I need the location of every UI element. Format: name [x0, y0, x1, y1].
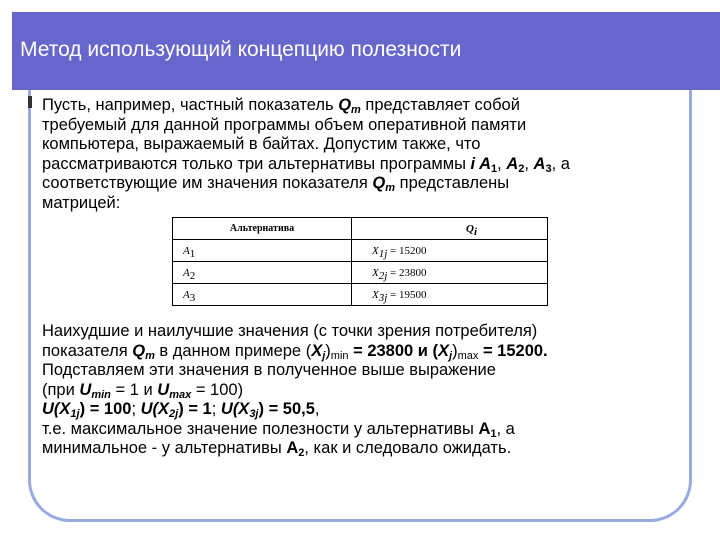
intro-line-1: Пусть, например, частный показатель $Q_m$ представляет собой	[42, 96, 520, 116]
row-value: $X_{2j} = 23800$	[352, 262, 548, 284]
table-row	[173, 262, 548, 284]
intro-line-4: рассматриваются только три альтернативы программы i $A_1$, $A_2$, $A_3$, а	[42, 154, 570, 175]
row-alt: $A_3$	[173, 284, 352, 306]
intro-line-2: требуемый для данной программы объем оперативной памяти	[42, 115, 527, 134]
results-line-4: (при $U_{min} = 1$ и $U_{max} = 100$)	[42, 380, 244, 401]
bullet-marker	[28, 96, 32, 108]
row-alt: $A_1$	[173, 240, 352, 262]
intro-line-5: соответствующие им значения показателя $Q_m$ представлены	[42, 174, 510, 194]
results-line-2: показателя $Q_m$ в данном примере $(X_j)_{min} = 23800$ и $(X_j)_{max} = 15200$.	[42, 341, 548, 362]
intro-line-3: компьютера, выражаемый в байтах. Допустим также, что	[42, 135, 481, 153]
row-value: $X_{1j} = 15200$	[352, 240, 548, 262]
alternatives-table	[172, 217, 548, 306]
intro-line-6: матрицей:	[42, 193, 121, 212]
header-alternative: Альтернатива	[173, 218, 352, 240]
results-line-3: Подставляем эти значения в полученное выше выражение	[42, 361, 496, 379]
header-q: $Q_i$	[352, 218, 548, 240]
row-alt: $A_2$	[173, 262, 352, 284]
intro-paragraph	[42, 96, 570, 213]
results-line-6: т.е. максимальное значение полезности у альтернативы $A_1$, а	[42, 419, 515, 440]
results-line-5: $U(X_{1j}) = 100$; $U(X_{2j}) = 1$; $U(X_{3j}) = 50,5$,	[42, 400, 320, 420]
results-paragraph	[42, 322, 548, 459]
results-line-1: Наихудшие и наилучшие значения (с точки зрения потребителя)	[42, 322, 538, 340]
results-line-7: минимальное - у альтернативы $A_2$, как и следовало ожидать.	[42, 439, 512, 459]
table-header-row	[173, 218, 548, 240]
table-row	[173, 240, 548, 262]
row-value: $X_{3j} = 19500$	[352, 284, 548, 306]
table-row	[173, 284, 548, 306]
slide-title: Метод использующий концепцию полезности	[20, 38, 462, 61]
